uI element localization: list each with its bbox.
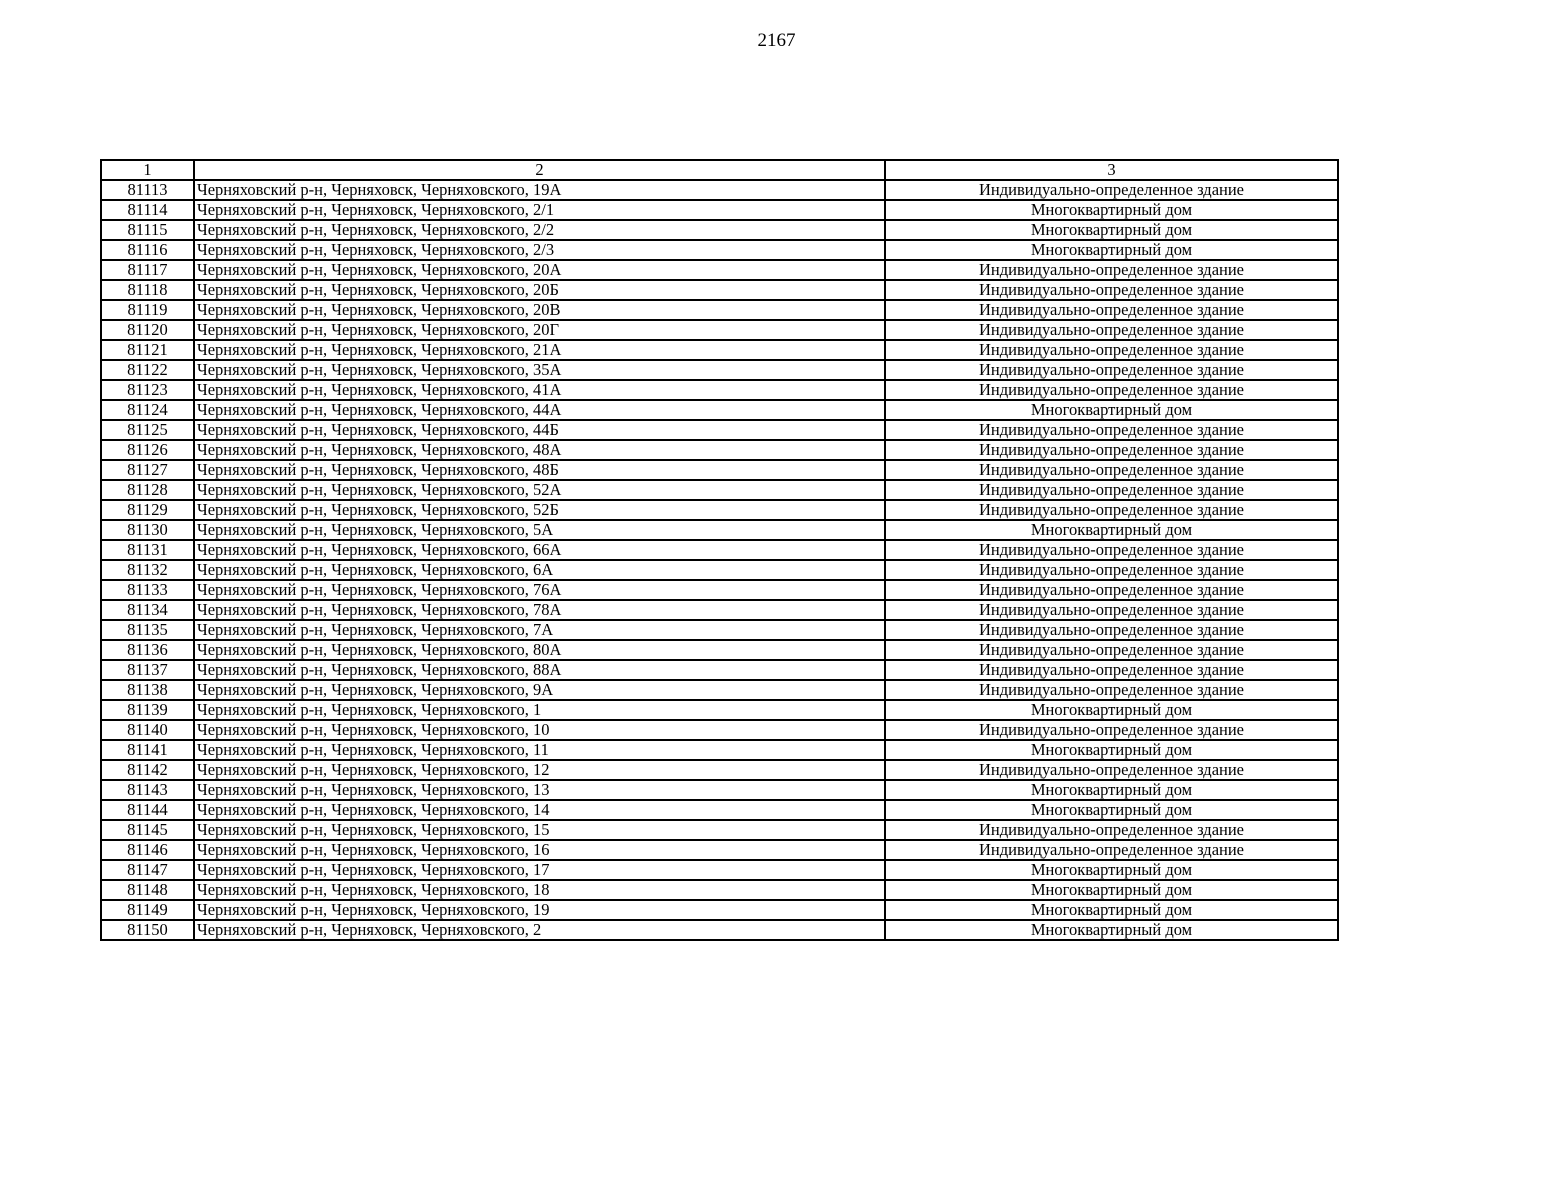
- table-row: [101, 680, 1338, 700]
- row-id-cell: 81150: [101, 920, 194, 940]
- row-id-cell: 81130: [101, 520, 194, 540]
- row-address-cell: Черняховский р-н, Черняховск, Черняховского, 14: [194, 800, 885, 820]
- row-address-cell: Черняховский р-н, Черняховск, Черняховского, 80А: [194, 640, 885, 660]
- row-type-cell: Индивидуально-определенное здание: [885, 500, 1338, 520]
- row-id-cell: 81119: [101, 300, 194, 320]
- row-type-cell: Многоквартирный дом: [885, 920, 1338, 940]
- row-address-cell: Черняховский р-н, Черняховск, Черняховского, 44А: [194, 400, 885, 420]
- row-type-cell: Индивидуально-определенное здание: [885, 320, 1338, 340]
- table-row: [101, 320, 1338, 340]
- row-address-cell: Черняховский р-н, Черняховск, Черняховского, 48Б: [194, 460, 885, 480]
- row-id-cell: 81149: [101, 900, 194, 920]
- row-address-cell: Черняховский р-н, Черняховск, Черняховского, 6А: [194, 560, 885, 580]
- table-row: [101, 560, 1338, 580]
- row-id-cell: 81144: [101, 800, 194, 820]
- table-row: [101, 260, 1338, 280]
- row-id-cell: 81139: [101, 700, 194, 720]
- row-type-cell: Индивидуально-определенное здание: [885, 300, 1338, 320]
- page-number: 2167: [757, 30, 796, 51]
- row-type-cell: Индивидуально-определенное здание: [885, 760, 1338, 780]
- row-address-cell: Черняховский р-н, Черняховск, Черняховского, 15: [194, 820, 885, 840]
- row-type-cell: Многоквартирный дом: [885, 220, 1338, 240]
- row-address-cell: Черняховский р-н, Черняховск, Черняховского, 1: [194, 700, 885, 720]
- table-row: [101, 340, 1338, 360]
- row-type-cell: Многоквартирный дом: [885, 700, 1338, 720]
- table-row: [101, 660, 1338, 680]
- table-row: [101, 400, 1338, 420]
- row-id-cell: 81136: [101, 640, 194, 660]
- row-type-cell: Индивидуально-определенное здание: [885, 680, 1338, 700]
- row-type-cell: Многоквартирный дом: [885, 800, 1338, 820]
- row-address-cell: Черняховский р-н, Черняховск, Черняховского, 41А: [194, 380, 885, 400]
- row-address-cell: Черняховский р-н, Черняховск, Черняховского, 11: [194, 740, 885, 760]
- table-row: [101, 480, 1338, 500]
- row-type-cell: Индивидуально-определенное здание: [885, 180, 1338, 200]
- row-type-cell: Индивидуально-определенное здание: [885, 380, 1338, 400]
- table-row: [101, 920, 1338, 940]
- row-id-cell: 81129: [101, 500, 194, 520]
- row-type-cell: Индивидуально-определенное здание: [885, 640, 1338, 660]
- row-address-cell: Черняховский р-н, Черняховск, Черняховского, 18: [194, 880, 885, 900]
- row-type-cell: Индивидуально-определенное здание: [885, 280, 1338, 300]
- table-row: [101, 880, 1338, 900]
- row-address-cell: Черняховский р-н, Черняховск, Черняховского, 19А: [194, 180, 885, 200]
- row-id-cell: 81148: [101, 880, 194, 900]
- row-id-cell: 81115: [101, 220, 194, 240]
- row-type-cell: Индивидуально-определенное здание: [885, 340, 1338, 360]
- row-address-cell: Черняховский р-н, Черняховск, Черняховского, 10: [194, 720, 885, 740]
- row-address-cell: Черняховский р-н, Черняховск, Черняховского, 7А: [194, 620, 885, 640]
- row-type-cell: Индивидуально-определенное здание: [885, 820, 1338, 840]
- row-type-cell: Индивидуально-определенное здание: [885, 720, 1338, 740]
- row-type-cell: Многоквартирный дом: [885, 400, 1338, 420]
- row-address-cell: Черняховский р-н, Черняховск, Черняховского, 20Б: [194, 280, 885, 300]
- table-row: [101, 700, 1338, 720]
- row-address-cell: Черняховский р-н, Черняховск, Черняховского, 2: [194, 920, 885, 940]
- table-row: [101, 780, 1338, 800]
- row-address-cell: Черняховский р-н, Черняховск, Черняховского, 5А: [194, 520, 885, 540]
- table-row: [101, 580, 1338, 600]
- row-address-cell: Черняховский р-н, Черняховск, Черняховского, 52Б: [194, 500, 885, 520]
- row-type-cell: Многоквартирный дом: [885, 780, 1338, 800]
- row-id-cell: 81127: [101, 460, 194, 480]
- row-address-cell: Черняховский р-н, Черняховск, Черняховского, 20В: [194, 300, 885, 320]
- table-row: [101, 460, 1338, 480]
- row-address-cell: Черняховский р-н, Черняховск, Черняховского, 19: [194, 900, 885, 920]
- row-type-cell: Индивидуально-определенное здание: [885, 460, 1338, 480]
- table-row: [101, 180, 1338, 200]
- row-address-cell: Черняховский р-н, Черняховск, Черняховского, 17: [194, 860, 885, 880]
- table-row: [101, 240, 1338, 260]
- table-row: [101, 820, 1338, 840]
- row-id-cell: 81137: [101, 660, 194, 680]
- table-row: [101, 200, 1338, 220]
- row-id-cell: 81125: [101, 420, 194, 440]
- row-id-cell: 81122: [101, 360, 194, 380]
- row-id-cell: 81131: [101, 540, 194, 560]
- row-address-cell: Черняховский р-н, Черняховск, Черняховского, 76А: [194, 580, 885, 600]
- row-type-cell: Индивидуально-определенное здание: [885, 600, 1338, 620]
- column-number-1: 1: [101, 160, 194, 180]
- table-row: [101, 640, 1338, 660]
- row-id-cell: 81118: [101, 280, 194, 300]
- table-row: [101, 440, 1338, 460]
- row-id-cell: 81142: [101, 760, 194, 780]
- row-id-cell: 81134: [101, 600, 194, 620]
- row-id-cell: 81123: [101, 380, 194, 400]
- row-id-cell: 81120: [101, 320, 194, 340]
- row-id-cell: 81121: [101, 340, 194, 360]
- table-row: [101, 600, 1338, 620]
- table-row: [101, 540, 1338, 560]
- row-type-cell: Многоквартирный дом: [885, 880, 1338, 900]
- row-type-cell: Индивидуально-определенное здание: [885, 480, 1338, 500]
- row-id-cell: 81132: [101, 560, 194, 580]
- row-id-cell: 81128: [101, 480, 194, 500]
- row-address-cell: Черняховский р-н, Черняховск, Черняховского, 20Г: [194, 320, 885, 340]
- table-row: [101, 520, 1338, 540]
- table-row: [101, 300, 1338, 320]
- table-row: [101, 360, 1338, 380]
- register-table: [100, 159, 1339, 941]
- row-type-cell: Многоквартирный дом: [885, 240, 1338, 260]
- table-row: [101, 900, 1338, 920]
- row-type-cell: Индивидуально-определенное здание: [885, 620, 1338, 640]
- row-id-cell: 81147: [101, 860, 194, 880]
- table-row: [101, 840, 1338, 860]
- row-id-cell: 81126: [101, 440, 194, 460]
- row-id-cell: 81113: [101, 180, 194, 200]
- row-address-cell: Черняховский р-н, Черняховск, Черняховского, 9А: [194, 680, 885, 700]
- row-address-cell: Черняховский р-н, Черняховск, Черняховского, 20А: [194, 260, 885, 280]
- row-address-cell: Черняховский р-н, Черняховск, Черняховского, 13: [194, 780, 885, 800]
- row-address-cell: Черняховский р-н, Черняховск, Черняховского, 21А: [194, 340, 885, 360]
- table-row: [101, 280, 1338, 300]
- column-number-2: 2: [194, 160, 885, 180]
- row-id-cell: 81133: [101, 580, 194, 600]
- row-type-cell: Многоквартирный дом: [885, 860, 1338, 880]
- row-type-cell: Индивидуально-определенное здание: [885, 660, 1338, 680]
- row-id-cell: 81135: [101, 620, 194, 640]
- table-row: [101, 720, 1338, 740]
- row-type-cell: Многоквартирный дом: [885, 740, 1338, 760]
- row-id-cell: 81141: [101, 740, 194, 760]
- table-row: [101, 420, 1338, 440]
- row-id-cell: 81140: [101, 720, 194, 740]
- row-address-cell: Черняховский р-н, Черняховск, Черняховского, 48А: [194, 440, 885, 460]
- column-number-3: 3: [885, 160, 1338, 180]
- row-address-cell: Черняховский р-н, Черняховск, Черняховского, 35А: [194, 360, 885, 380]
- row-address-cell: Черняховский р-н, Черняховск, Черняховского, 88А: [194, 660, 885, 680]
- row-address-cell: Черняховский р-н, Черняховск, Черняховского, 2/2: [194, 220, 885, 240]
- row-address-cell: Черняховский р-н, Черняховск, Черняховского, 66А: [194, 540, 885, 560]
- row-id-cell: 81116: [101, 240, 194, 260]
- row-type-cell: Индивидуально-определенное здание: [885, 360, 1338, 380]
- row-type-cell: Индивидуально-определенное здание: [885, 260, 1338, 280]
- row-address-cell: Черняховский р-н, Черняховск, Черняховского, 52А: [194, 480, 885, 500]
- row-address-cell: Черняховский р-н, Черняховск, Черняховского, 16: [194, 840, 885, 860]
- row-id-cell: 81138: [101, 680, 194, 700]
- row-type-cell: Многоквартирный дом: [885, 900, 1338, 920]
- row-type-cell: Индивидуально-определенное здание: [885, 840, 1338, 860]
- table-header-row: [101, 160, 1338, 180]
- table-row: [101, 800, 1338, 820]
- row-id-cell: 81124: [101, 400, 194, 420]
- row-id-cell: 81114: [101, 200, 194, 220]
- row-id-cell: 81143: [101, 780, 194, 800]
- row-address-cell: Черняховский р-н, Черняховск, Черняховского, 12: [194, 760, 885, 780]
- table-row: [101, 760, 1338, 780]
- row-address-cell: Черняховский р-н, Черняховск, Черняховского, 44Б: [194, 420, 885, 440]
- row-id-cell: 81117: [101, 260, 194, 280]
- table-row: [101, 860, 1338, 880]
- row-id-cell: 81145: [101, 820, 194, 840]
- row-address-cell: Черняховский р-н, Черняховск, Черняховского, 78А: [194, 600, 885, 620]
- table-row: [101, 740, 1338, 760]
- table-row: [101, 220, 1338, 240]
- row-id-cell: 81146: [101, 840, 194, 860]
- row-type-cell: Индивидуально-определенное здание: [885, 420, 1338, 440]
- register-table-body: [101, 160, 1338, 940]
- table-row: [101, 500, 1338, 520]
- row-address-cell: Черняховский р-н, Черняховск, Черняховского, 2/1: [194, 200, 885, 220]
- row-type-cell: Многоквартирный дом: [885, 200, 1338, 220]
- table-row: [101, 620, 1338, 640]
- row-address-cell: Черняховский р-н, Черняховск, Черняховского, 2/3: [194, 240, 885, 260]
- table-row: [101, 380, 1338, 400]
- row-type-cell: Индивидуально-определенное здание: [885, 540, 1338, 560]
- row-type-cell: Многоквартирный дом: [885, 520, 1338, 540]
- row-type-cell: Индивидуально-определенное здание: [885, 580, 1338, 600]
- row-type-cell: Индивидуально-определенное здание: [885, 440, 1338, 460]
- row-type-cell: Индивидуально-определенное здание: [885, 560, 1338, 580]
